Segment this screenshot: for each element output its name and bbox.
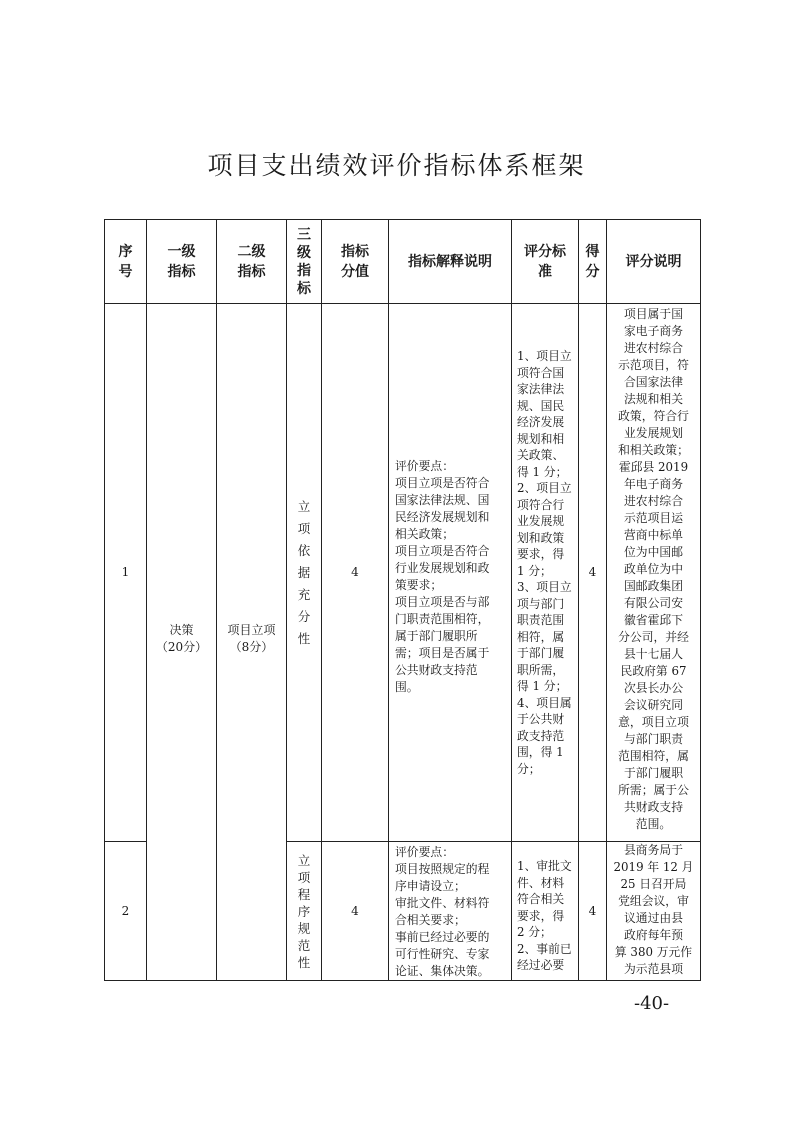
explanation-text: 评价要点： 项目按照规定的程 序申请设立； 审批文件、材料符 合相关要求； 事前已经过必要的 可行性研究、专家 论证、集体决策。 — [395, 845, 490, 978]
obtained-score-cell: 4 — [579, 304, 607, 842]
notes-cell — [607, 304, 701, 842]
notes-text: 项目属于国 家电子商务 进农村综合 示范项目，符 合国家法律 法规和相关 政策，符合行 业发展规划 和相关政策； 霍邱县 2019 年电子商务 进农村综合 示范项目运 营商中标单 位为中国邮 政单位为中 国邮政集团 有限公司安 徽省霍邱下 分公司，并经 县十七届人 民政府第 67 次县长办公 会议研究同 意，项目立项 与部门职责 范围相符，属 于部门履职 所需；属于公 共财政支持 范围。 — [618, 307, 689, 831]
header-criteria: 评分标 准 — [512, 220, 579, 304]
header-seq: 序 号 — [105, 220, 147, 304]
indicator-table — [104, 219, 701, 981]
level3-cell: 立 项 程 序 规 范 性 — [287, 842, 322, 981]
level3-cell: 立 项 依 据 充 分 性 — [287, 304, 322, 842]
obtained-score-cell: 4 — [579, 842, 607, 981]
explanation-cell — [389, 842, 512, 981]
criteria-text: 1、项目立 项符合国 家法律法 规、国民 经济发展 规划和相 关政策、 得 1 分； 2、项目立 项符合行 业发展规 划和政策 要求，得 1 分； 3、项目立 项与部门 职责范围 相符，属 于部门履 职所需， 得 1 分； 4、项目属 于公共财 政支持范 围，得 1 分； — [517, 349, 572, 776]
criteria-cell — [512, 842, 579, 981]
level1-cell: 决策 （20分） — [147, 304, 217, 981]
notes-cell — [607, 842, 701, 981]
header-level3: 三 级 指 标 — [287, 220, 322, 304]
header-notes: 评分说明 — [607, 220, 701, 304]
page-number: -40- — [634, 993, 670, 1014]
explanation-text: 评价要点： 项目立项是否符合 国家法律法规、国 民经济发展规划和 相关政策； 项目立项是否符合 行业发展规划和政 策要求； 项目立项是否与部 门职责范围相符， 属于部门履职所 需；项目是否属于 公共财政支持范 围。 — [395, 459, 490, 694]
header-level1: 一级 指标 — [147, 220, 217, 304]
header-explanation: 指标解释说明 — [389, 220, 512, 304]
criteria-text: 1、审批文 件、材料 符合相关 要求，得 2 分； 2、事前已 经过必要 — [517, 859, 572, 972]
row-seq: 2 — [105, 842, 147, 981]
score-cell: 4 — [322, 304, 389, 842]
header-level2: 二级 指标 — [217, 220, 287, 304]
row-seq: 1 — [105, 304, 147, 842]
header-row — [105, 220, 701, 304]
table-row — [105, 304, 701, 842]
score-cell: 4 — [322, 842, 389, 981]
document-title: 项目支出绩效评价指标体系框架 — [207, 151, 586, 180]
notes-text: 县商务局于 2019 年 12 月 25 日召开局 党组会议，审 议通过由县 政府每年预 算 380 万元作 为示范县项 — [613, 843, 694, 976]
criteria-cell — [512, 304, 579, 842]
header-score: 指标 分值 — [322, 220, 389, 304]
level2-cell: 项目立项 （8分） — [217, 304, 287, 981]
header-obtained: 得 分 — [579, 220, 607, 304]
explanation-cell — [389, 304, 512, 842]
